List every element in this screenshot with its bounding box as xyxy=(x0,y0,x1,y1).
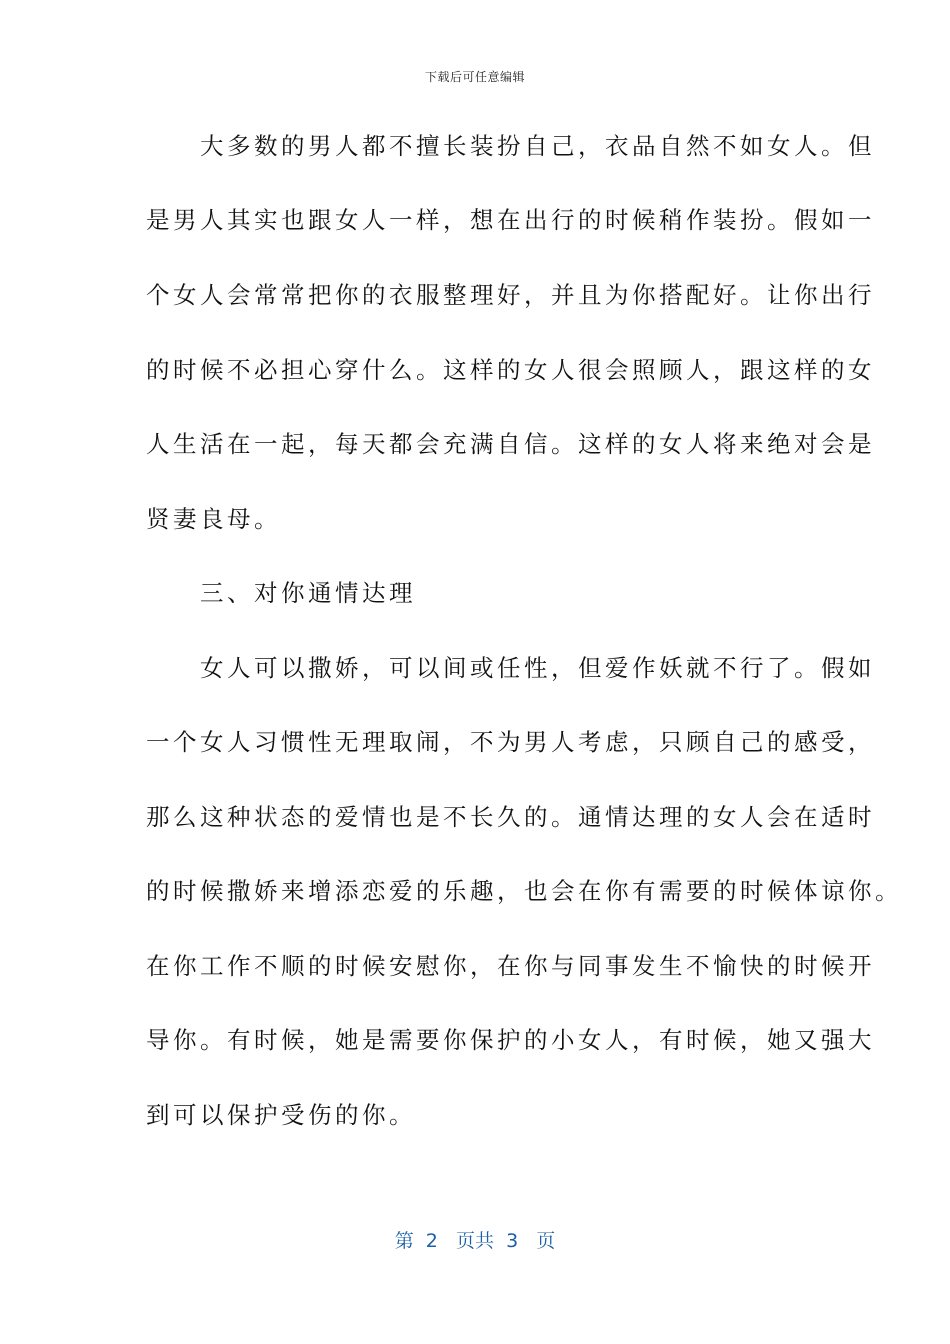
body-line: 的时候不必担心穿什么。这样的女人很会照顾人，跟这样的女 xyxy=(146,356,875,384)
body-line: 大多数的男人都不擅长装扮自己，衣品自然不如女人。但 xyxy=(146,132,875,160)
body-line: 导你。有时候，她是需要你保护的小女人，有时候，她又强大 xyxy=(146,1026,875,1054)
body-line: 一个女人习惯性无理取闹，不为男人考虑，只顾自己的感受， xyxy=(146,728,875,756)
body-line: 那么这种状态的爱情也是不长久的。通情达理的女人会在适时 xyxy=(146,803,875,831)
header-note: 下载后可任意编辑 xyxy=(424,70,525,84)
body-line: 人生活在一起，每天都会充满自信。这样的女人将来绝对会是 xyxy=(146,430,875,458)
body-line: 的时候撒娇来增添恋爱的乐趣，也会在你有需要的时候体谅你。 xyxy=(146,877,902,905)
body-line: 个女人会常常把你的衣服整理好，并且为你搭配好。让你出行 xyxy=(146,281,875,309)
section-heading: 三、对你通情达理 xyxy=(146,579,416,607)
body-line: 女人可以撒娇，可以间或任性，但爱作妖就不行了。假如 xyxy=(146,654,875,682)
body-line: 贤妻良母。 xyxy=(146,505,281,533)
body-line: 到可以保护受伤的你。 xyxy=(146,1101,416,1129)
body-line: 在你工作不顺的时候安慰你，在你与同事发生不愉快的时候开 xyxy=(146,952,875,980)
page-number: 第 2 页共 3 页 xyxy=(394,1230,556,1252)
body-line: 是男人其实也跟女人一样，想在出行的时候稍作装扮。假如一 xyxy=(146,206,875,234)
